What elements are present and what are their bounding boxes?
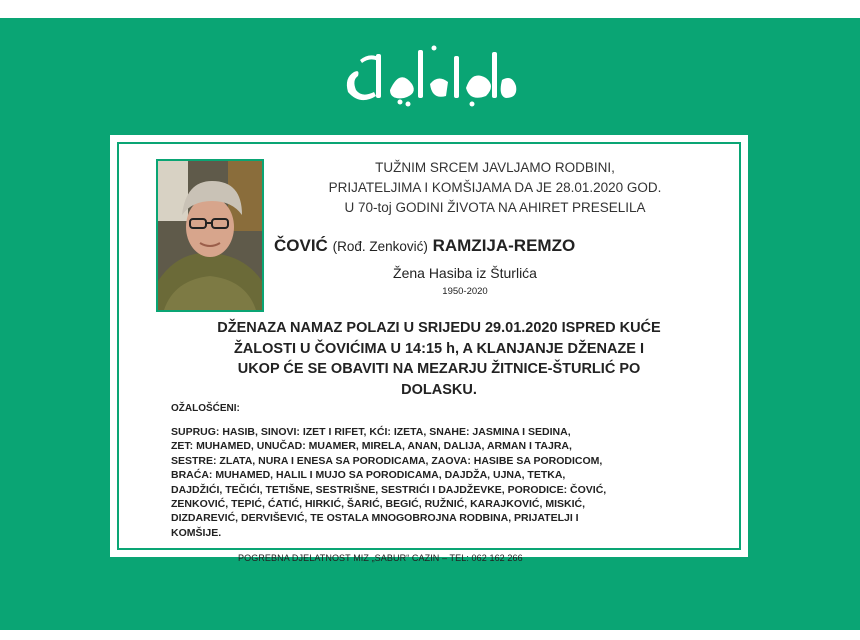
surname: ČOVIĆ <box>274 236 328 255</box>
mourners-line: SESTRE: ZLATA, NURA I ENESA SA PORODICAMA, ZAOVA: HASIBE SA PORODICOM, <box>171 454 603 467</box>
given-name: RAMZIJA-REMZO <box>432 236 576 255</box>
portrait-photo <box>156 159 264 312</box>
mourners-title: OŽALOŠĆENI: <box>171 403 240 414</box>
maiden-name: (Rođ. Zenković) <box>332 239 428 254</box>
funeral-line: ŽALOSTI U ČOVIĆIMA U 14:15 h, A KLANJANJE DŽENAZE I <box>233 340 645 357</box>
mourners-list <box>171 425 711 540</box>
funeral-info <box>179 318 699 400</box>
deceased-description: Žena Hasiba iz Šturlića <box>393 265 537 281</box>
mourners-line: DAJDŽIĆI, TEČIĆI, TETIŠNE, SESTRIŠNE, SESTRIĆI I DAJDŽEVKE, PORODICE: ČOVIĆ, <box>171 483 607 496</box>
green-frame <box>0 18 860 630</box>
intro-line: TUŽNIM SRCEM JAVLJAMO RODBINI, <box>375 160 615 175</box>
mourners-line: ZET: MUHAMED, UNUČAD: MUAMER, MIRELA, ANAN, DALIJA, ARMAN I TAJRA, <box>171 440 572 453</box>
mourners-line: KOMŠIJE. <box>171 526 222 539</box>
obituary-card <box>110 135 748 557</box>
mourners-line: ZENKOVIĆ, TEPIĆ, ĆATIĆ, HIRKIĆ, ŠARIĆ, BEGIĆ, RUŽNIĆ, KARAJKOVIĆ, MISKIĆ, <box>171 498 585 511</box>
deceased-name <box>274 236 714 256</box>
funeral-service-footer: POGREBNA DJELATNOST MIZ „SABUR“ CAZIN – TEL: 062 162 266 <box>238 553 523 563</box>
funeral-line: UKOP ĆE SE OBAVITI NA MEZARJU ŽITNICE-ŠTURLIĆ PO <box>237 361 641 377</box>
funeral-line: DŽENAZA NAMAZ POLAZI U SRIJEDU 29.01.2020 ISPRED KUĆE <box>217 320 661 336</box>
mourners-line: SUPRUG: HASIB, SINOVI: IZET I RIFET, KĆI: IZETA, SNAHE: JASMINA I SEDINA, <box>171 426 571 438</box>
intro-text <box>265 158 725 218</box>
intro-line: PRIJATELJIMA I KOMŠIJAMA DA JE 28.01.2020 GOD. <box>328 180 662 195</box>
life-years: 1950-2020 <box>442 286 488 297</box>
mourners-line: BRAĆA: MUHAMED, HALIL I MUJO SA PORODICAMA, DAJDŽA, UJNA, TETKA, <box>171 469 566 482</box>
intro-line: U 70-toj GODINI ŽIVOTA NA AHIRET PRESELILA <box>344 200 646 215</box>
funeral-line: DOLASKU. <box>401 381 477 398</box>
mourners-line: DIZDAREVIĆ, DERVIŠEVIĆ, TE OSTALA MNOGOBROJNA RODBINA, PRIJATELJI I <box>171 512 579 525</box>
obituary-card-border <box>117 142 741 550</box>
arabic-calligraphy-logo <box>330 40 530 112</box>
